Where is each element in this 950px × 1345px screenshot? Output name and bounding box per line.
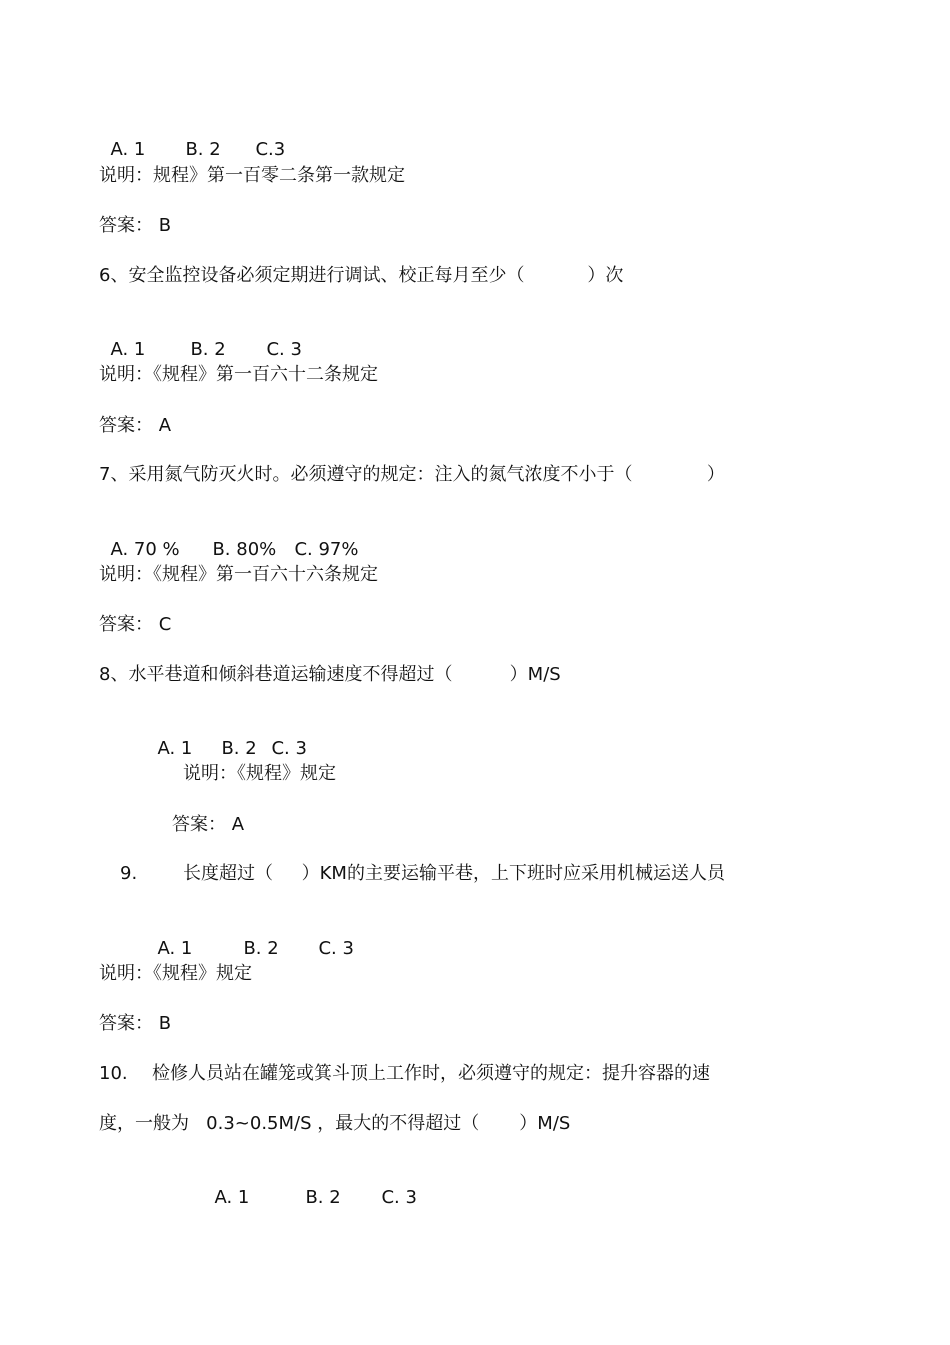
q8-option-b: B. 2 bbox=[221, 738, 257, 759]
q6-stem: 6、安全监控设备必须定期进行调试、校正每月至少（ ）次 bbox=[99, 265, 624, 286]
q5-option-a: A. 1 bbox=[110, 139, 146, 160]
q6-option-a: A. 1 bbox=[110, 339, 146, 360]
q8-option-c: C. 3 bbox=[271, 738, 307, 759]
q7-answer: 答案： C bbox=[99, 614, 172, 635]
q10-number: 10. bbox=[99, 1063, 128, 1084]
q10-options bbox=[203, 1162, 417, 1210]
q10-stem-line1: 检修人员站在罐笼或箕斗顶上工作时，必须遵守的规定：提升容器的速 bbox=[152, 1063, 710, 1084]
q9-explanation: 说明：《规程》规定 bbox=[99, 963, 252, 984]
q8-options bbox=[146, 713, 307, 761]
q9-option-b: B. 2 bbox=[243, 938, 279, 959]
q6-option-b: B. 2 bbox=[190, 339, 226, 360]
q7-option-a: A. 70 % bbox=[110, 539, 180, 560]
q6-options bbox=[99, 314, 302, 362]
q8-stem: 8、水平巷道和倾斜巷道运输速度不得超过（ ）M/S bbox=[99, 664, 561, 685]
q7-options bbox=[99, 514, 358, 562]
q8-option-a: A. 1 bbox=[157, 738, 193, 759]
q10-option-a: A. 1 bbox=[214, 1187, 250, 1208]
q7-explanation: 说明：《规程》第一百六十六条规定 bbox=[99, 564, 378, 585]
q9-answer: 答案： B bbox=[99, 1013, 172, 1034]
q9-option-c: C. 3 bbox=[318, 938, 354, 959]
q6-answer: 答案： A bbox=[99, 415, 172, 436]
q8-explanation: 说明：《规程》规定 bbox=[183, 763, 336, 784]
q5-answer: 答案： B bbox=[99, 215, 172, 236]
q10-option-c: C. 3 bbox=[381, 1187, 417, 1208]
q5-option-b: B. 2 bbox=[185, 139, 221, 160]
q7-option-c: C. 97% bbox=[294, 539, 359, 560]
q5-options bbox=[99, 114, 285, 162]
q6-explanation: 说明：《规程》第一百六十二条规定 bbox=[99, 364, 378, 385]
q7-option-b: B. 80% bbox=[212, 539, 277, 560]
q9-options bbox=[146, 913, 354, 961]
q10-stem-line2: 度，一般为 0.3~0.5M/S ，最大的不得超过（ ）M/S bbox=[99, 1113, 571, 1134]
q9-stem: 长度超过（ ）KM的主要运输平巷，上下班时应采用机械运送人员 bbox=[183, 863, 725, 884]
q7-stem: 7、采用氮气防灭火时。必须遵守的规定：注入的氮气浓度不小于（ ） bbox=[99, 464, 725, 485]
q5-option-c: C.3 bbox=[255, 139, 286, 160]
q9-number: 9. bbox=[120, 863, 138, 884]
q8-answer: 答案： A bbox=[172, 814, 245, 835]
q5-explanation: 说明：规程》第一百零二条第一款规定 bbox=[99, 165, 405, 186]
q6-option-c: C. 3 bbox=[266, 339, 302, 360]
q10-option-b: B. 2 bbox=[305, 1187, 341, 1208]
q9-option-a: A. 1 bbox=[157, 938, 193, 959]
